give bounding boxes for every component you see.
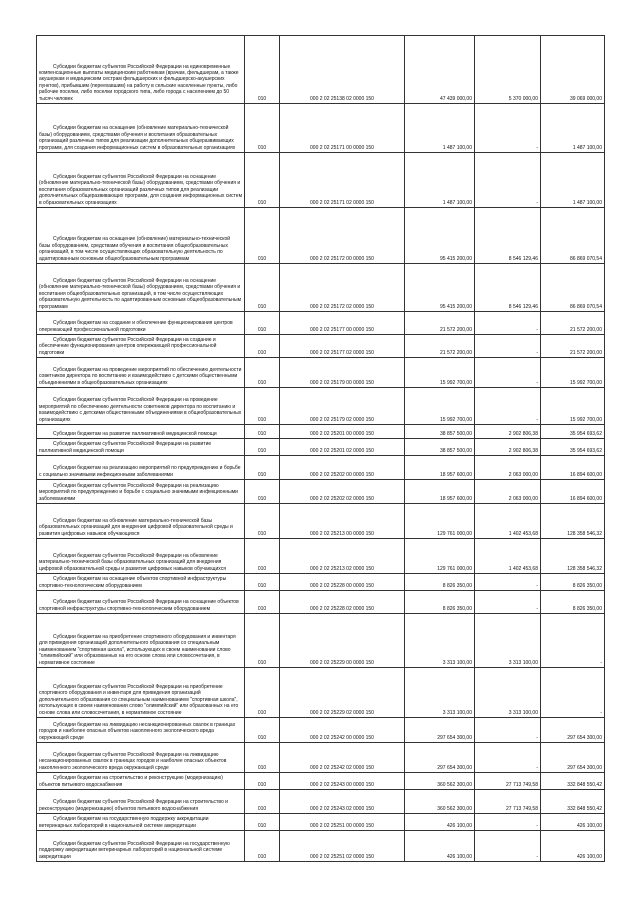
- row-name-cell: Субсидии бюджетам субъектов Российской Федерации на создание и обеспечение функционирования центров опережающей профессиональной подготовки: [37, 335, 245, 358]
- table-row: [37, 335, 605, 358]
- table-row: [37, 574, 605, 591]
- row-kbk-cell: 000 2 02 25229 00 0000 150: [280, 614, 405, 668]
- row-executed-cell: -: [475, 743, 541, 773]
- row-kbk-cell: 000 2 02 25242 02 0000 150: [280, 743, 405, 773]
- row-approved-cell: 129 761 000,00: [405, 539, 475, 574]
- row-remaining-cell: 128 358 546,32: [541, 539, 605, 574]
- row-kbk-cell: 000 2 02 25213 02 0000 150: [280, 539, 405, 574]
- row-code-cell: 010: [245, 335, 280, 358]
- row-remaining-cell: -: [541, 614, 605, 668]
- row-remaining-cell: 8 826 350,00: [541, 591, 605, 614]
- row-name-cell: Субсидии бюджетам на ликвидацию несанкционированных свалок в границах городов и наиболее опасных объектов накопленного экологического вреда окружающей среде: [37, 718, 245, 743]
- row-code-cell: 010: [245, 104, 280, 153]
- row-remaining-cell: 16 894 600,00: [541, 480, 605, 504]
- row-code-cell: 010: [245, 773, 280, 790]
- table-row: [37, 614, 605, 668]
- row-executed-cell: -: [475, 591, 541, 614]
- row-executed-cell: 3 313 100,00: [475, 614, 541, 668]
- table-row: [37, 668, 605, 718]
- row-name-cell: Субсидии бюджетам на государственную поддержку аккредитации ветеринарных лабораторий в национальной системе аккредитации: [37, 814, 245, 831]
- row-remaining-cell: 128 358 546,32: [541, 504, 605, 539]
- table-row: [37, 480, 605, 504]
- row-name-cell: Субсидии бюджетам на оснащение (обновление материально-технической базы) оборудованием, средствами обучения и воспитания образовательных организаций различных типов для реализации дополнительных общеразвивающих программ, для создания информационных систем в образовательных организациях: [37, 104, 245, 153]
- row-kbk-cell: 000 2 02 25251 00 0000 150: [280, 814, 405, 831]
- row-kbk-cell: 000 2 02 25171 02 0000 150: [280, 153, 405, 208]
- row-name-cell: Субсидии бюджетам субъектов Российской Федерации на государственную поддержку аккредитации ветеринарных лабораторий в национальной системе аккредитации: [37, 831, 245, 862]
- row-executed-cell: -: [475, 335, 541, 358]
- row-kbk-cell: 000 2 02 25179 00 0000 150: [280, 358, 405, 388]
- row-code-cell: 010: [245, 439, 280, 456]
- row-remaining-cell: 426 100,00: [541, 814, 605, 831]
- row-executed-cell: 2 063 000,00: [475, 456, 541, 480]
- row-code-cell: 010: [245, 814, 280, 831]
- row-remaining-cell: 332 848 550,42: [541, 773, 605, 790]
- row-name-cell: Субсидии бюджетам на проведение мероприятий по обеспечению деятельности советников директора по воспитанию и взаимодействию с детскими общественными объединениями в общеобразовательных организациях: [37, 358, 245, 388]
- row-executed-cell: -: [475, 388, 541, 425]
- row-kbk-cell: 000 2 02 25202 00 0000 150: [280, 456, 405, 480]
- table-row: [37, 388, 605, 425]
- row-code-cell: 010: [245, 668, 280, 718]
- table-row: [37, 773, 605, 790]
- row-kbk-cell: 000 2 02 25229 02 0000 150: [280, 668, 405, 718]
- row-remaining-cell: 35 954 693,62: [541, 425, 605, 439]
- table-row: [37, 539, 605, 574]
- row-remaining-cell: 39 069 000,00: [541, 36, 605, 104]
- row-approved-cell: 3 313 100,00: [405, 614, 475, 668]
- table-body: [37, 36, 605, 862]
- row-kbk-cell: 000 2 02 25243 00 0000 150: [280, 773, 405, 790]
- row-approved-cell: 129 761 000,00: [405, 504, 475, 539]
- row-executed-cell: -: [475, 153, 541, 208]
- row-remaining-cell: 86 869 070,54: [541, 264, 605, 312]
- row-code-cell: 010: [245, 539, 280, 574]
- table-row: [37, 36, 605, 104]
- table-row: [37, 504, 605, 539]
- row-approved-cell: 360 562 300,00: [405, 790, 475, 814]
- row-name-cell: Субсидии бюджетам на реализацию мероприятий по предупреждению и борьбе с социально значимыми инфекционными заболеваниями: [37, 456, 245, 480]
- row-executed-cell: -: [475, 104, 541, 153]
- row-code-cell: 010: [245, 743, 280, 773]
- row-remaining-cell: 15 992 700,00: [541, 358, 605, 388]
- row-approved-cell: 21 572 200,00: [405, 312, 475, 335]
- row-name-cell: Субсидии бюджетам на создание и обеспечение функционирования центров опережающей профессиональной подготовки: [37, 312, 245, 335]
- row-executed-cell: 2 063 000,00: [475, 480, 541, 504]
- row-approved-cell: 426 100,00: [405, 814, 475, 831]
- row-approved-cell: 18 957 600,00: [405, 456, 475, 480]
- table-row: [37, 743, 605, 773]
- row-kbk-cell: 000 2 02 25251 02 0000 150: [280, 831, 405, 862]
- row-kbk-cell: 000 2 02 25213 00 0000 150: [280, 504, 405, 539]
- row-name-cell: Субсидии бюджетам на строительство и реконструкцию (модернизацию) объектов питьевого водоснабжения: [37, 773, 245, 790]
- row-executed-cell: 3 313 100,00: [475, 668, 541, 718]
- row-remaining-cell: -: [541, 668, 605, 718]
- row-approved-cell: 426 100,00: [405, 831, 475, 862]
- row-approved-cell: 38 857 500,00: [405, 425, 475, 439]
- row-remaining-cell: 35 954 693,62: [541, 439, 605, 456]
- row-code-cell: 010: [245, 480, 280, 504]
- row-code-cell: 010: [245, 504, 280, 539]
- table-row: [37, 358, 605, 388]
- row-name-cell: Субсидии бюджетам на приобретение спортивного оборудования и инвентаря для приведения организаций дополнительного образования со специальным наименованием "спортивная школа", использующих в своем наименовании слово "олимпийский" или образованных на его основе слова или словосочетания, в нормативное состояние: [37, 614, 245, 668]
- row-approved-cell: 1 487 100,00: [405, 153, 475, 208]
- row-code-cell: 010: [245, 153, 280, 208]
- row-executed-cell: 27 713 749,58: [475, 773, 541, 790]
- row-kbk-cell: 000 2 02 25228 00 0000 150: [280, 574, 405, 591]
- table-row: [37, 312, 605, 335]
- row-approved-cell: 21 572 200,00: [405, 335, 475, 358]
- row-name-cell: Субсидии бюджетам субъектов Российской Федерации на приобретение спортивного оборудования и инвентаря для приведения организаций дополнительного образования со специальным наименованием "спортивная школа", использующих в своем наименовании слово "олимпийский" или образованных на его основе слова или словосочетания, в нормативное состояние: [37, 668, 245, 718]
- row-executed-cell: 8 546 129,46: [475, 264, 541, 312]
- row-executed-cell: -: [475, 358, 541, 388]
- row-kbk-cell: 000 2 02 25179 02 0000 150: [280, 388, 405, 425]
- row-kbk-cell: 000 2 02 25171 00 0000 150: [280, 104, 405, 153]
- row-kbk-cell: 000 2 02 25177 00 0000 150: [280, 312, 405, 335]
- table-row: [37, 264, 605, 312]
- row-code-cell: 010: [245, 36, 280, 104]
- row-kbk-cell: 000 2 02 25172 00 0000 150: [280, 208, 405, 264]
- row-code-cell: 010: [245, 425, 280, 439]
- row-remaining-cell: 15 992 700,00: [541, 388, 605, 425]
- row-approved-cell: 95 415 200,00: [405, 208, 475, 264]
- row-name-cell: Субсидии бюджетам на оснащение объектов спортивной инфраструктуры спортивно-технологическим оборудованием: [37, 574, 245, 591]
- table-row: [37, 718, 605, 743]
- row-approved-cell: 15 992 700,00: [405, 358, 475, 388]
- row-approved-cell: 297 654 300,00: [405, 718, 475, 743]
- row-name-cell: Субсидии бюджетам на обновление материально-технической базы образовательных организаций для внедрения цифровой образовательной среды и развития цифровых навыков обучающихся: [37, 504, 245, 539]
- row-remaining-cell: 16 894 600,00: [541, 456, 605, 480]
- row-executed-cell: 1 402 453,68: [475, 539, 541, 574]
- budget-execution-table: [36, 35, 605, 862]
- row-name-cell: Субсидии бюджетам субъектов Российской Федерации на развитие паллиативной медицинской помощи: [37, 439, 245, 456]
- row-executed-cell: 8 546 129,46: [475, 208, 541, 264]
- row-code-cell: 010: [245, 388, 280, 425]
- row-approved-cell: 18 957 600,00: [405, 480, 475, 504]
- row-approved-cell: 297 654 300,00: [405, 743, 475, 773]
- row-executed-cell: 2 902 806,38: [475, 439, 541, 456]
- row-kbk-cell: 000 2 02 25242 00 0000 150: [280, 718, 405, 743]
- table-row: [37, 814, 605, 831]
- row-executed-cell: -: [475, 831, 541, 862]
- row-name-cell: Субсидии бюджетам субъектов Российской Федерации на ликвидацию несанкционированных свалок в границах городов и наиболее опасных объектов накопленного экологического вреда окружающей среде: [37, 743, 245, 773]
- row-code-cell: 010: [245, 790, 280, 814]
- row-approved-cell: 360 562 300,00: [405, 773, 475, 790]
- row-code-cell: 010: [245, 358, 280, 388]
- row-code-cell: 010: [245, 718, 280, 743]
- row-name-cell: Субсидии бюджетам субъектов Российской Федерации на строительство и реконструкцию (модернизацию) объектов питьевого водоснабжения: [37, 790, 245, 814]
- row-name-cell: Субсидии бюджетам субъектов Российской Федерации на реализацию мероприятий по предупреждению и борьбе с социально значимыми инфекционными заболеваниями: [37, 480, 245, 504]
- row-name-cell: Субсидии бюджетам субъектов Российской Федерации на оснащение (обновление материально-технической базы) оборудованием, средствами обучения и воспитания общеобразовательных организаций, в том числе осуществляющих образовательную деятельность по адаптированным основным общеобразовательным программам: [37, 264, 245, 312]
- row-executed-cell: -: [475, 574, 541, 591]
- row-code-cell: 010: [245, 831, 280, 862]
- table-row: [37, 591, 605, 614]
- row-code-cell: 010: [245, 574, 280, 591]
- row-remaining-cell: 8 826 350,00: [541, 574, 605, 591]
- row-executed-cell: -: [475, 718, 541, 743]
- row-code-cell: 010: [245, 456, 280, 480]
- row-remaining-cell: 1 487 100,00: [541, 153, 605, 208]
- row-code-cell: 010: [245, 264, 280, 312]
- row-name-cell: Субсидии бюджетам субъектов Российской Федерации на оснащение объектов спортивной инфраструктуры спортивно-технологическим оборудованием: [37, 591, 245, 614]
- row-executed-cell: 5 370 000,00: [475, 36, 541, 104]
- row-remaining-cell: 86 869 070,54: [541, 208, 605, 264]
- row-name-cell: Субсидии бюджетам на развитие паллиативной медицинской помощи: [37, 425, 245, 439]
- row-code-cell: 010: [245, 614, 280, 668]
- row-kbk-cell: 000 2 02 25177 02 0000 150: [280, 335, 405, 358]
- row-remaining-cell: 426 100,00: [541, 831, 605, 862]
- row-approved-cell: 1 487 100,00: [405, 104, 475, 153]
- row-remaining-cell: 332 848 550,42: [541, 790, 605, 814]
- table-row: [37, 425, 605, 439]
- row-remaining-cell: 297 654 300,00: [541, 743, 605, 773]
- row-kbk-cell: 000 2 02 25138 02 0000 150: [280, 36, 405, 104]
- row-approved-cell: 8 826 350,00: [405, 591, 475, 614]
- row-executed-cell: 1 402 453,68: [475, 504, 541, 539]
- row-kbk-cell: 000 2 02 25172 02 0000 150: [280, 264, 405, 312]
- table-row: [37, 104, 605, 153]
- row-name-cell: Субсидии бюджетам субъектов Российской Федерации на обновление материально-технической базы образовательных организаций для внедрения цифровой образовательной среды и развития цифровых навыков обучающихся: [37, 539, 245, 574]
- table-row: [37, 153, 605, 208]
- row-kbk-cell: 000 2 02 25201 02 0000 150: [280, 439, 405, 456]
- row-remaining-cell: 21 572 200,00: [541, 312, 605, 335]
- row-kbk-cell: 000 2 02 25201 00 0000 150: [280, 425, 405, 439]
- row-executed-cell: 27 713 749,58: [475, 790, 541, 814]
- row-name-cell: Субсидии бюджетам субъектов Российской Федерации на проведение мероприятий по обеспечению деятельности советников директора по воспитанию и взаимодействию с детскими общественными объединениями в общеобразовательных организациях: [37, 388, 245, 425]
- table-row: [37, 831, 605, 862]
- row-kbk-cell: 000 2 02 25243 02 0000 150: [280, 790, 405, 814]
- row-remaining-cell: 21 572 200,00: [541, 335, 605, 358]
- table-row: [37, 439, 605, 456]
- row-kbk-cell: 000 2 02 25202 02 0000 150: [280, 480, 405, 504]
- table-row: [37, 456, 605, 480]
- row-code-cell: 010: [245, 312, 280, 335]
- row-approved-cell: 38 857 500,00: [405, 439, 475, 456]
- row-kbk-cell: 000 2 02 25228 02 0000 150: [280, 591, 405, 614]
- row-executed-cell: 2 902 806,38: [475, 425, 541, 439]
- row-code-cell: 010: [245, 208, 280, 264]
- row-name-cell: Субсидии бюджетам субъектов Российской Федерации на единовременные компенсационные выплаты медицинским работникам (врачам, фельдшерам, а также акушеркам и медицинским сестрам фельдшерских и фельдшерско-акушерских пунктов), прибывшим (переехавшим) на работу в сельские населенные пункты, либо рабочие поселки, либо поселки городского типа, либо города с населением до 50 тысяч человек: [37, 36, 245, 104]
- row-approved-cell: 15 992 700,00: [405, 388, 475, 425]
- row-approved-cell: 95 415 200,00: [405, 264, 475, 312]
- table-row: [37, 790, 605, 814]
- row-remaining-cell: 1 487 100,00: [541, 104, 605, 153]
- row-code-cell: 010: [245, 591, 280, 614]
- row-approved-cell: 47 439 000,00: [405, 36, 475, 104]
- row-approved-cell: 8 826 350,00: [405, 574, 475, 591]
- row-remaining-cell: 297 654 300,00: [541, 718, 605, 743]
- row-approved-cell: 3 313 100,00: [405, 668, 475, 718]
- row-executed-cell: -: [475, 312, 541, 335]
- table-row: [37, 208, 605, 264]
- row-name-cell: Субсидии бюджетам субъектов Российской Федерации на оснащение (обновление материально-технической базы) оборудованием, средствами обучения и воспитания образовательных организаций различных типов для реализации дополнительных общеразвивающих программ, для создания информационных систем в образовательных организациях: [37, 153, 245, 208]
- row-name-cell: Субсидии бюджетам на оснащение (обновление) материально-технической базы оборудованием, средствами обучения и воспитания общеобразовательных организаций, в том числе осуществляющих образовательную деятельность по адаптированным основным общеобразовательным программам: [37, 208, 245, 264]
- row-executed-cell: -: [475, 814, 541, 831]
